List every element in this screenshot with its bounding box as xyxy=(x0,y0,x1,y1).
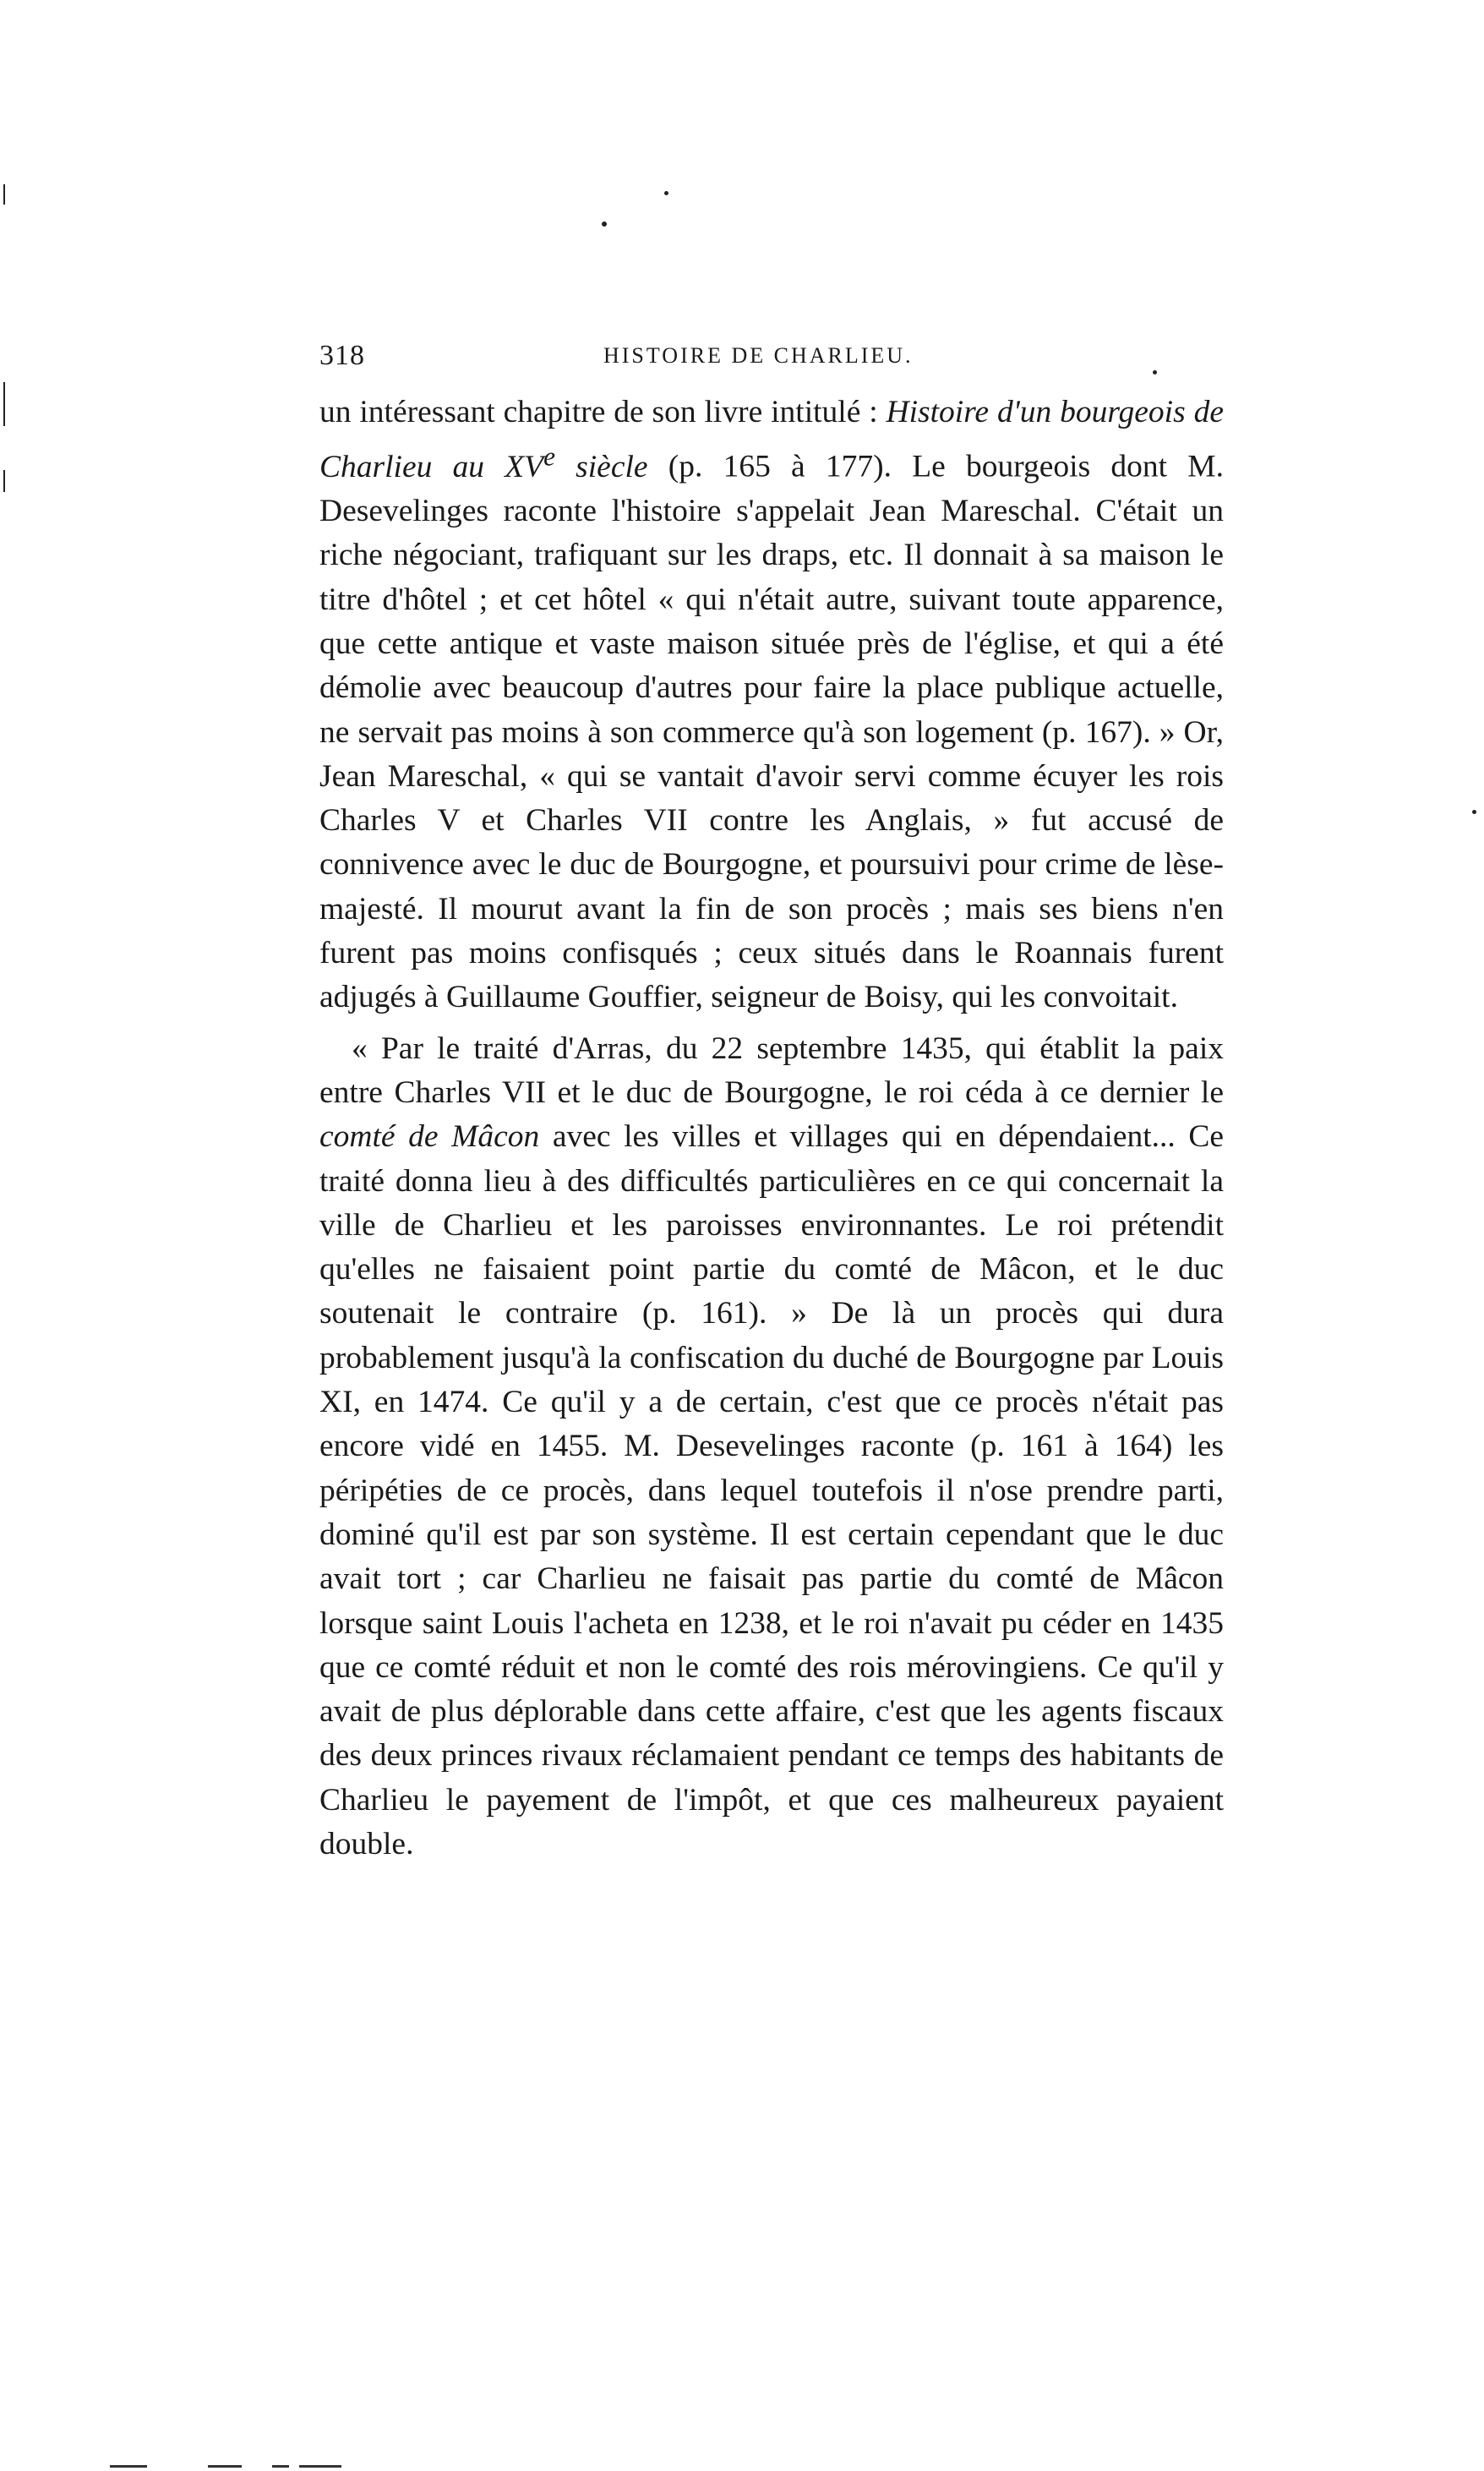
text-run: un intéressant chapitre de son livre intitulé : xyxy=(319,395,887,429)
emphasis: comté de Mâcon xyxy=(319,1119,540,1155)
book-title-part: siècle xyxy=(554,449,648,484)
text-run: (p. 165 à 177). Le bourgeois dont M. Desevelinges raconte l'histoire s'appelait Jean Mareschal. C'était un riche négociant, trafiquant sur les draps, etc. Il donnait à sa maison le titre d'hôtel ; et cet hôtel « qui n'était autre, suivant toute apparence, que cette antique et vaste maison située près de l'église, et qui a été démolie avec beaucoup d'autres pour faire la place publique actuelle, ne servait pas moins à son commerce qu'à son logement (p. 167). » Or, Jean Mareschal, « qui se vantait d'avoir servi comme écuyer les rois Charles V et Charles VII contre les Anglais, » fut accusé de connivence avec le duc de Bourgogne, et poursuivi pour crime de lèse-majesté. Il mourut avant la fin de son procès ; mais ses biens n'en furent pas moins confisqués ; ceux situés dans le Roannais furent adjugés à Guillaume Gouffier, seigneur de Boisy, qui les convoitait. xyxy=(319,449,1224,1015)
binding-rule xyxy=(110,2465,147,2468)
page-number: 318 xyxy=(319,340,365,371)
paragraph-1 xyxy=(319,391,1224,1020)
book-title-part: Histoire d'un bourgeois de Charlieu au XV xyxy=(319,395,1224,484)
body-text xyxy=(319,391,1224,1867)
scan-mark xyxy=(3,184,5,205)
paragraph-2 xyxy=(319,1027,1224,1867)
text-run: avec les villes et villages qui en dépendaient... Ce traité donna lieu à des difficultés particulières en ce qui concernait la ville de Charlieu et les paroisses environnantes. Le roi prétendit qu'elles ne faisaient point partie du comté de Mâcon, et le duc soutenait le contraire (p. 161). » De là un procès qui dura probablement jusqu'à la confiscation du duché de Bourgogne par Louis XI, en 1474. Ce qu'il y a de certain, c'est que ce procès n'était pas encore vidé en 1455. M. Desevelinges raconte (p. 161 à 164) les péripéties de ce procès, dans lequel toutefois il n'ose prendre parti, dominé qu'il est par son système. Il est certain cependant que le duc avait tort ; car Charlieu ne faisait pas partie du comté de Mâcon lorsque saint Louis l'acheta en 1238, et le roi n'avait pu céder en 1435 que ce comté réduit et non le comté des rois mérovingiens. Ce qu'il y avait de plus déplorable dans cette affaire, c'est que les agents fiscaux des deux princes rivaux réclamaient pendant ce temps des habitants de Charlieu le payement de l'impôt, et que ces malheureux payaient double. xyxy=(319,1119,1224,1861)
page-header xyxy=(319,340,1224,382)
text-run: « Par le traité d'Arras, du 22 septembre 1435, qui établit la paix entre Charles VII et le duc de Bourgogne, le roi céda à ce dernier le xyxy=(319,1030,1224,1110)
running-title: HISTOIRE DE CHARLIEU. xyxy=(603,343,914,368)
scan-speck xyxy=(602,221,607,227)
scan-mark xyxy=(3,382,5,426)
scan-mark xyxy=(3,470,5,492)
scan-speck xyxy=(1472,810,1476,814)
binding-rule xyxy=(208,2465,242,2468)
binding-rule xyxy=(299,2465,341,2468)
binding-rule xyxy=(272,2465,289,2468)
century-superscript: e xyxy=(543,441,555,472)
scan-speck xyxy=(664,191,668,195)
